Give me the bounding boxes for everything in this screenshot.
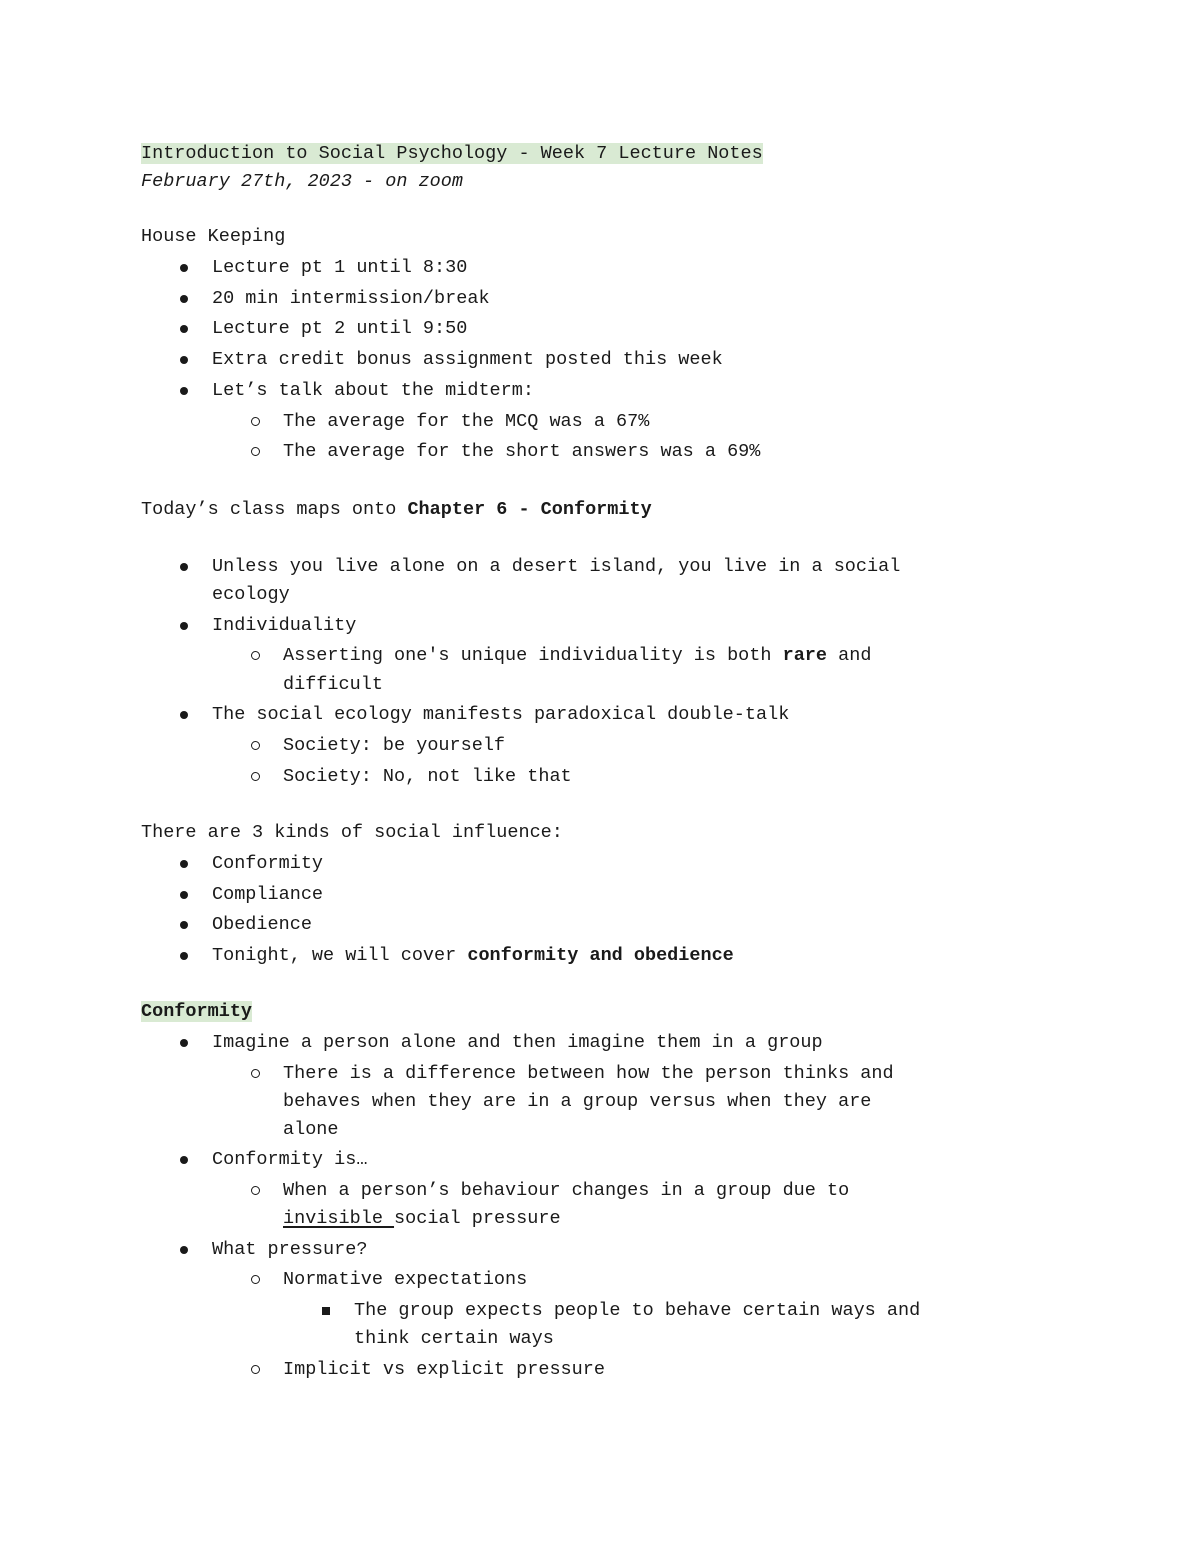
bullet-disc-icon [172,348,196,372]
bullet-disc-icon [172,256,196,280]
bold-text: rare [782,645,828,666]
bullet-circle-icon [243,1062,267,1086]
title-highlight: Introduction to Social Psychology - Week 7 Lecture Notes [141,143,763,164]
bullet-circle-icon [243,1358,267,1382]
bullet-circle-icon [243,410,267,434]
sub-sub-list-item-continuation: think certain ways [354,1328,554,1349]
text-run: social pressure [394,1208,561,1229]
bullet-disc-icon [172,317,196,341]
bullet-disc-icon [172,1031,196,1055]
list-item: The social ecology manifests paradoxical double-talk [212,704,790,725]
list-item: Imagine a person alone and then imagine them in a group [212,1032,823,1053]
bullet-disc-icon [172,944,196,968]
bullet-disc-icon [172,703,196,727]
bullet-circle-icon [243,765,267,789]
list-item: Compliance [212,884,324,905]
sub-list-item-continuation: difficult [283,674,383,695]
bullet-circle-icon [243,1268,267,1292]
chapter-title: Chapter 6 - Conformity [407,499,652,520]
lecture-date: February 27th, 2023 - on zoom [141,171,463,192]
list-item: Conformity is… [212,1149,368,1170]
sub-list-item: The average for the MCQ was a 67% [283,411,650,432]
sub-list-item: The average for the short answers was a 69% [283,441,761,462]
bullet-disc-icon [172,379,196,403]
bullet-circle-icon [243,1179,267,1203]
conformity-heading [141,1000,252,1024]
sub-sub-list-item: The group expects people to behave certain ways and [354,1300,921,1321]
bullet-disc-icon [172,883,196,907]
text-run: and [827,645,872,666]
sub-list-item: Society: No, not like that [283,766,572,787]
text-run: Asserting one's unique individuality is both [283,645,783,666]
bullet-circle-icon [243,734,267,758]
sub-list-item: When a person’s behaviour changes in a group due to [283,1180,850,1201]
chapter-prefix: Today’s class maps onto [141,499,408,520]
list-item: Lecture pt 2 until 9:50 [212,318,468,339]
sub-list-item-continuation: behaves when they are in a group versus when they are [283,1091,872,1112]
bullet-disc-icon [172,1148,196,1172]
list-item: Conformity [212,853,324,874]
sub-list-item: Implicit vs explicit pressure [283,1359,605,1380]
bullet-disc-icon [172,913,196,937]
bullet-disc-icon [172,287,196,311]
list-item-continuation: ecology [212,584,290,605]
bold-text: conformity and obedience [467,945,734,966]
influence-heading: There are 3 kinds of social influence: [141,822,563,843]
list-item [212,944,734,968]
sub-list-item-continuation [283,1207,561,1231]
bullet-disc-icon [172,1238,196,1262]
sub-list-item-continuation: alone [283,1119,339,1140]
list-item: Let’s talk about the midterm: [212,380,534,401]
bullet-disc-icon [172,555,196,579]
text-run: Tonight, we will cover [212,945,468,966]
sub-list-item: There is a difference between how the person thinks and [283,1063,894,1084]
list-item: Individuality [212,615,357,636]
list-item: 20 min intermission/break [212,288,490,309]
document-title [141,142,763,166]
housekeeping-heading: House Keeping [141,226,286,247]
list-item: Obedience [212,914,312,935]
list-item: Lecture pt 1 until 8:30 [212,257,468,278]
bullet-circle-icon [243,440,267,464]
list-item: What pressure? [212,1239,368,1260]
underlined-text: invisible [283,1208,395,1229]
bullet-square-icon [314,1299,338,1323]
bullet-disc-icon [172,852,196,876]
sub-list-item [283,644,871,668]
list-item: Extra credit bonus assignment posted this week [212,349,723,370]
bullet-disc-icon [172,614,196,638]
bullet-circle-icon [243,644,267,668]
sub-list-item: Society: be yourself [283,735,506,756]
chapter-line [141,498,652,522]
list-item: Unless you live alone on a desert island, you live in a social [212,556,901,577]
sub-list-item: Normative expectations [283,1269,528,1290]
heading-highlight: Conformity [141,1001,253,1022]
